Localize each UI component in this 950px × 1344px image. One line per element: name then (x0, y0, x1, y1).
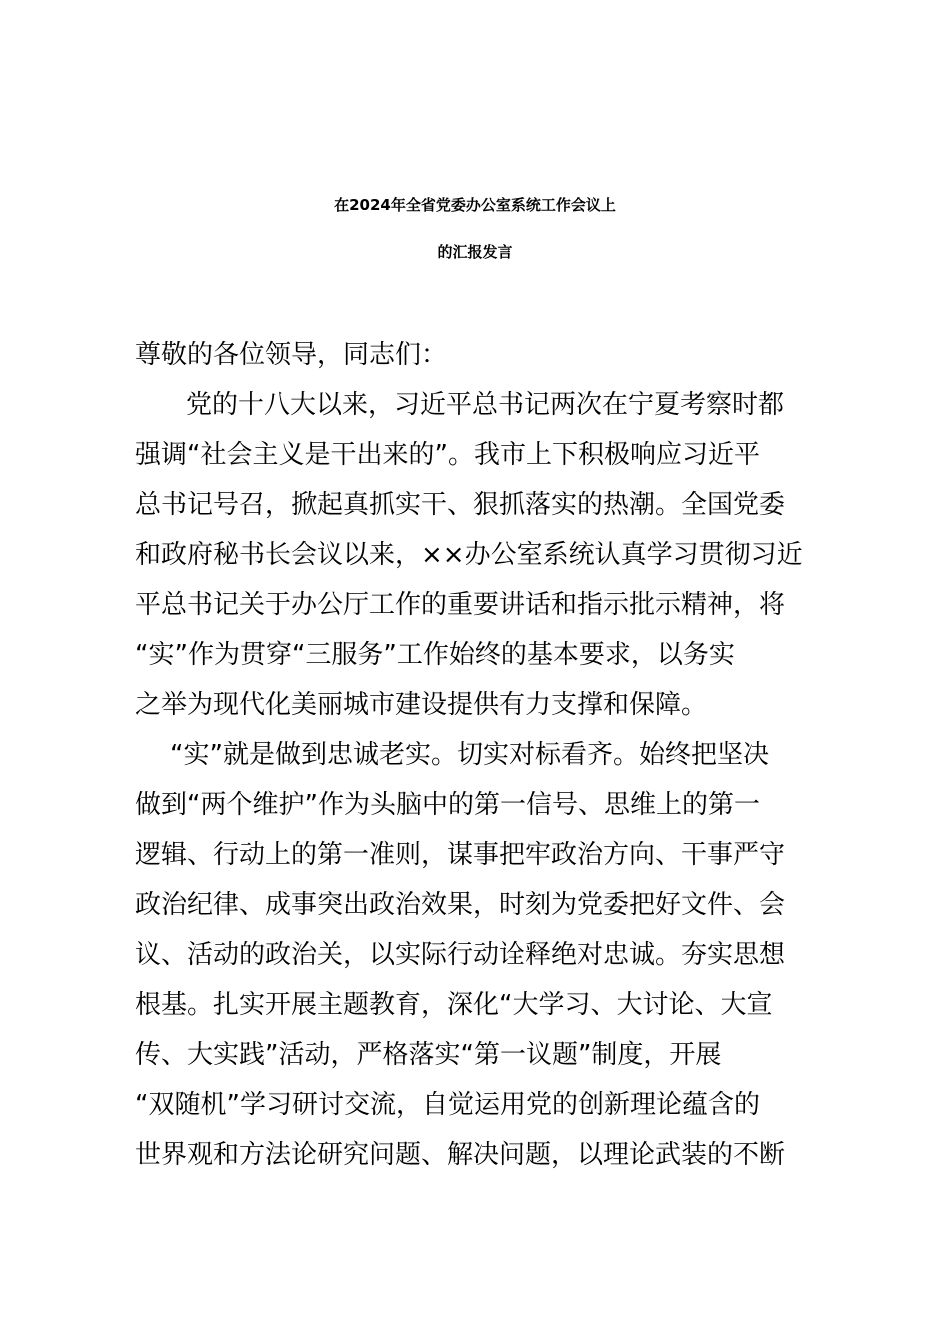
body-text-line: 党的十八大以来，习近平总书记两次在宁夏考察时都 (186, 390, 785, 420)
document-title-line-1: 在2024年全省党委办公室系统工作会议上 (334, 196, 616, 214)
body-text-line: 之举为现代化美丽城市建设提供有力支撑和保障。 (135, 690, 708, 720)
body-text-line: “双随机”学习研讨交流，自觉运用党的创新理论蕴含的 (135, 1090, 760, 1120)
body-text-line: 议、活动的政治关，以实际行动诠释绝对忠诚。夯实思想 (135, 940, 786, 970)
body-text-line: 逻辑、行动上的第一准则，谋事把牢政治方向、干事严守 (135, 840, 786, 870)
body-text-line: “实”作为贯穿“三服务”工作始终的基本要求，以务实 (135, 640, 735, 670)
body-text-line: 总书记号召，掀起真抓实干、狠抓落实的热潮。全国党委 (135, 490, 786, 520)
body-text-line: “实”就是做到忠诚老实。切实对标看齐。始终把坚决 (170, 740, 769, 770)
body-text-line: 和政府秘书长会议以来，××办公室系统认真学习贯彻习近 (135, 540, 803, 570)
body-text-line: 政治纪律、成事突出政治效果，时刻为党委把好文件、会 (135, 890, 786, 920)
salutation-line: 尊敬的各位领导，同志们： (135, 340, 448, 370)
body-text-line: 传、大实践”活动，严格落实“第一议题”制度，开展 (135, 1040, 722, 1070)
document-title-line-2: 的汇报发言 (437, 243, 513, 261)
body-text-line: 世界观和方法论研究问题、解决问题，以理论武装的不断 (135, 1140, 786, 1170)
body-text-line: 强调“社会主义是干出来的”。我市上下积极响应习近平 (135, 440, 760, 470)
body-text-line: 根基。扎实开展主题教育，深化“大学习、大讨论、大宣 (135, 990, 773, 1020)
body-text-line: 做到“两个维护”作为头脑中的第一信号、思维上的第一 (135, 790, 760, 820)
body-text-line: 平总书记关于办公厅工作的重要讲话和指示批示精神，将 (135, 590, 786, 620)
